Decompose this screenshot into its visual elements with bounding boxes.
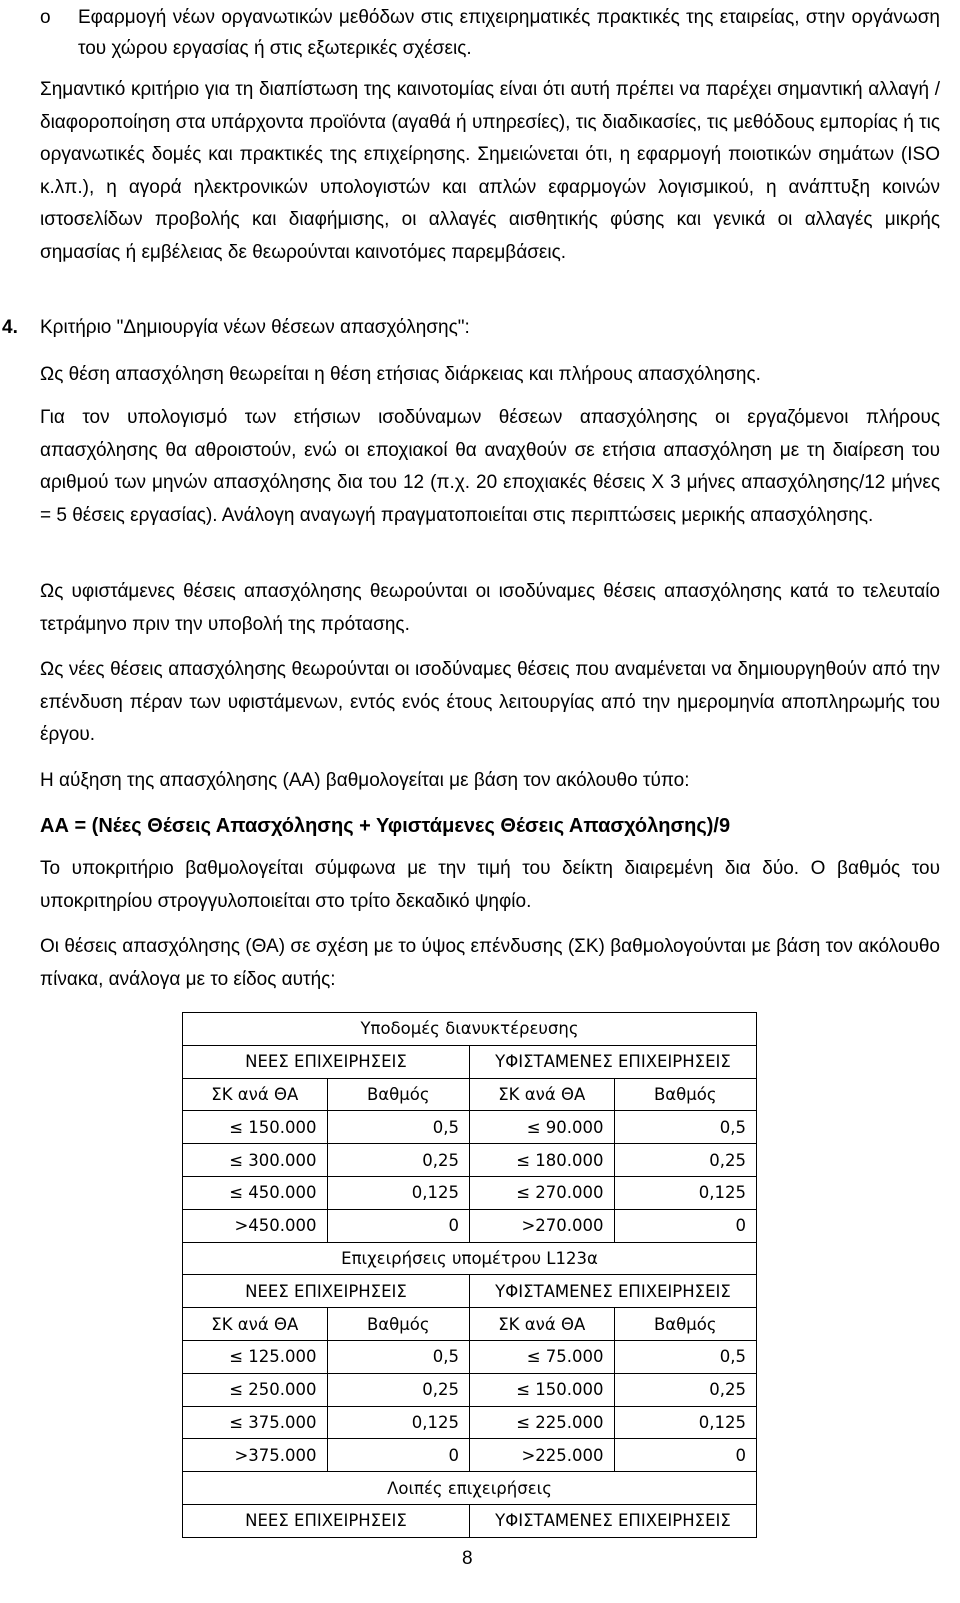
cell: 0,5	[614, 1111, 756, 1144]
paragraph-scoring: Το υποκριτήριο βαθμολογείται σύμφωνα με την τιμή του δείκτη διαιρεμένη δια δύο. Ο βαθμός του υποκριτηρίου στρογγυλοποιείται στο τρίτο δεκαδικό ψηφίο.	[40, 858, 940, 912]
cell: ≤ 90.000	[469, 1111, 614, 1144]
col-sk: ΣΚ ανά ΘΑ	[469, 1078, 614, 1111]
formula: ΑΑ = (Νέες Θέσεις Απασχόλησης + Υφιστάμενες Θέσεις Απασχόλησης)/9	[40, 815, 731, 837]
cell: ≤ 250.000	[183, 1373, 328, 1406]
page-number: 8	[462, 1548, 473, 1569]
cell: 0	[614, 1439, 756, 1472]
group-new: ΝΕΕΣ ΕΠΙΧΕΙΡΗΣΕΙΣ	[183, 1275, 470, 1308]
section-title: Επιχειρήσεις υπομέτρου L123α	[183, 1242, 757, 1275]
cell: 0,5	[327, 1340, 469, 1373]
innovation-paragraph: Σημαντικό κριτήριο για τη διαπίστωση της καινοτομίας είναι ότι αυτή πρέπει να παρέχει σημαντική αλλαγή / διαφοροποίηση στα υπάρχοντα προϊόντα (αγαθά ή υπηρεσίες), τις διαδικασίες, τις μεθόδους εμπορίας ή τις οργανωτικές δομές και πρακτικές της επιχείρησης. Σημειώνεται ότι, η εφαρμογή ποιοτικών σημάτων (ISO κ.λπ.), η αγορά ηλεκτρονικών υπολογιστών και απλών εφαρμογών λογισμικού, η ανάπτυξη κοινών ιστοσελίδων προβολής και διαφήμισης, οι αλλαγές αισθητικής φύσης και γενικά οι αλλαγές μικρής σημασίας ή εμβέλειας δε θεωρούνται καινοτόμες παρεμβάσεις.	[40, 79, 940, 263]
cell: ≤ 300.000	[183, 1144, 328, 1177]
group-existing: ΥΦΙΣΤΑΜΕΝΕΣ ΕΠΙΧΕΙΡΗΣΕΙΣ	[469, 1045, 756, 1078]
group-existing: ΥΦΙΣΤΑΜΕΝΕΣ ΕΠΙΧΕΙΡΗΣΕΙΣ	[469, 1504, 756, 1537]
table-group-row	[183, 1045, 757, 1078]
cell: 0	[327, 1439, 469, 1472]
criterion-title: Κριτήριο "Δημιουργία νέων θέσεων απασχόλησης":	[40, 317, 470, 338]
cell: ≤ 375.000	[183, 1406, 328, 1439]
paragraph-calculation: Για τον υπολογισμό των ετήσιων ισοδύναμων θέσεων απασχόλησης οι εργαζόμενοι πλήρους απασχόλησης θα αθροιστούν, ενώ οι εποχιακοί θα αναχθούν σε ετήσια απασχόληση με τη διαίρεση του αριθμού των μηνών απασχόλησης δια του 12 (π.χ. 20 εποχιακές θέσεις Χ 3 μήνες απασχόλησης/12 μήνες = 5 θέσεις εργασίας). Ανάλογη αναγωγή πραγματοποιείται στις περιπτώσεις μερικής απασχόλησης.	[40, 407, 940, 526]
criterion-heading	[2, 314, 470, 342]
paragraph-definition: Ως θέση απασχόληση θεωρείται η θέση ετήσιας διάρκειας και πλήρους απασχόλησης.	[40, 364, 761, 385]
bullet-item	[40, 2, 940, 64]
cell: ≤ 180.000	[469, 1144, 614, 1177]
table-row	[183, 1144, 757, 1177]
paragraph-existing-positions: Ως υφιστάμενες θέσεις απασχόλησης θεωρούνται οι ισοδύναμες θέσεις απασχόλησης κατά το τελευταίο τετράμηνο πριν την υποβολή της πρότασης.	[40, 581, 940, 635]
section-title: Λοιπές επιχειρήσεις	[183, 1472, 757, 1505]
table-row	[183, 1406, 757, 1439]
group-existing: ΥΦΙΣΤΑΜΕΝΕΣ ΕΠΙΧΕΙΡΗΣΕΙΣ	[469, 1275, 756, 1308]
table-header-row	[183, 1308, 757, 1341]
cell: 0,125	[614, 1176, 756, 1209]
paragraph-table-intro: Οι θέσεις απασχόλησης (ΘΑ) σε σχέση με το ύψος επένδυσης (ΣΚ) βαθμολογούνται με βάση τον ακόλουθο πίνακα, ανάλογα με το είδος αυτής:	[40, 936, 940, 990]
col-score: Βαθμός	[327, 1078, 469, 1111]
cell: ≤ 150.000	[183, 1111, 328, 1144]
col-score: Βαθμός	[614, 1078, 756, 1111]
paragraph-new-positions: Ως νέες θέσεις απασχόλησης θεωρούνται οι ισοδύναμες θέσεις που αναμένεται να δημιουργηθούν από την επένδυση πέραν των υφιστάμενων, εντός ενός έτους λειτουργίας από την ημερομηνία αποπληρωμής του έργου.	[40, 659, 940, 745]
cell: ≤ 225.000	[469, 1406, 614, 1439]
bullet-text: Εφαρμογή νέων οργανωτικών μεθόδων στις επιχειρηματικές πρακτικές της εταιρείας, στην οργάνωση του χώρου εργασίας ή στις εξωτερικές σχέσεις.	[78, 7, 940, 59]
cell: ≤ 270.000	[469, 1176, 614, 1209]
paragraph-formula-intro: Η αύξηση της απασχόλησης (ΑΑ) βαθμολογείται με βάση τον ακόλουθο τύπο:	[40, 770, 690, 791]
cell: 0,5	[614, 1340, 756, 1373]
cell: 0,5	[327, 1111, 469, 1144]
cell: 0,25	[614, 1373, 756, 1406]
criterion-number: 4.	[2, 317, 18, 338]
cell: >450.000	[183, 1209, 328, 1242]
table-row	[183, 1340, 757, 1373]
cell: >270.000	[469, 1209, 614, 1242]
cell: 0,125	[614, 1406, 756, 1439]
col-sk: ΣΚ ανά ΘΑ	[183, 1308, 328, 1341]
col-score: Βαθμός	[614, 1308, 756, 1341]
cell: 0,125	[327, 1176, 469, 1209]
cell: ≤ 450.000	[183, 1176, 328, 1209]
cell: ≤ 75.000	[469, 1340, 614, 1373]
cell: 0,25	[614, 1144, 756, 1177]
cell: 0	[327, 1209, 469, 1242]
section-title: Υποδομές διανυκτέρευσης	[183, 1013, 757, 1046]
cell: 0,25	[327, 1373, 469, 1406]
table-section-title-row	[183, 1013, 757, 1046]
table-group-row	[183, 1275, 757, 1308]
cell: ≤ 150.000	[469, 1373, 614, 1406]
col-score: Βαθμός	[327, 1308, 469, 1341]
cell: 0,25	[327, 1144, 469, 1177]
cell: >375.000	[183, 1439, 328, 1472]
col-sk: ΣΚ ανά ΘΑ	[469, 1308, 614, 1341]
table-row	[183, 1439, 757, 1472]
table-section-title-row	[183, 1472, 757, 1505]
cell: 0,125	[327, 1406, 469, 1439]
col-sk: ΣΚ ανά ΘΑ	[183, 1078, 328, 1111]
scoring-table	[182, 1012, 757, 1538]
cell: 0	[614, 1209, 756, 1242]
group-new: ΝΕΕΣ ΕΠΙΧΕΙΡΗΣΕΙΣ	[183, 1504, 470, 1537]
table-row	[183, 1373, 757, 1406]
table-group-row	[183, 1504, 757, 1537]
table-row	[183, 1209, 757, 1242]
cell: >225.000	[469, 1439, 614, 1472]
table-header-row	[183, 1078, 757, 1111]
cell: ≤ 125.000	[183, 1340, 328, 1373]
bullet-marker: o	[40, 7, 51, 28]
table-section-title-row	[183, 1242, 757, 1275]
table-row	[183, 1111, 757, 1144]
group-new: ΝΕΕΣ ΕΠΙΧΕΙΡΗΣΕΙΣ	[183, 1045, 470, 1078]
table-row	[183, 1176, 757, 1209]
